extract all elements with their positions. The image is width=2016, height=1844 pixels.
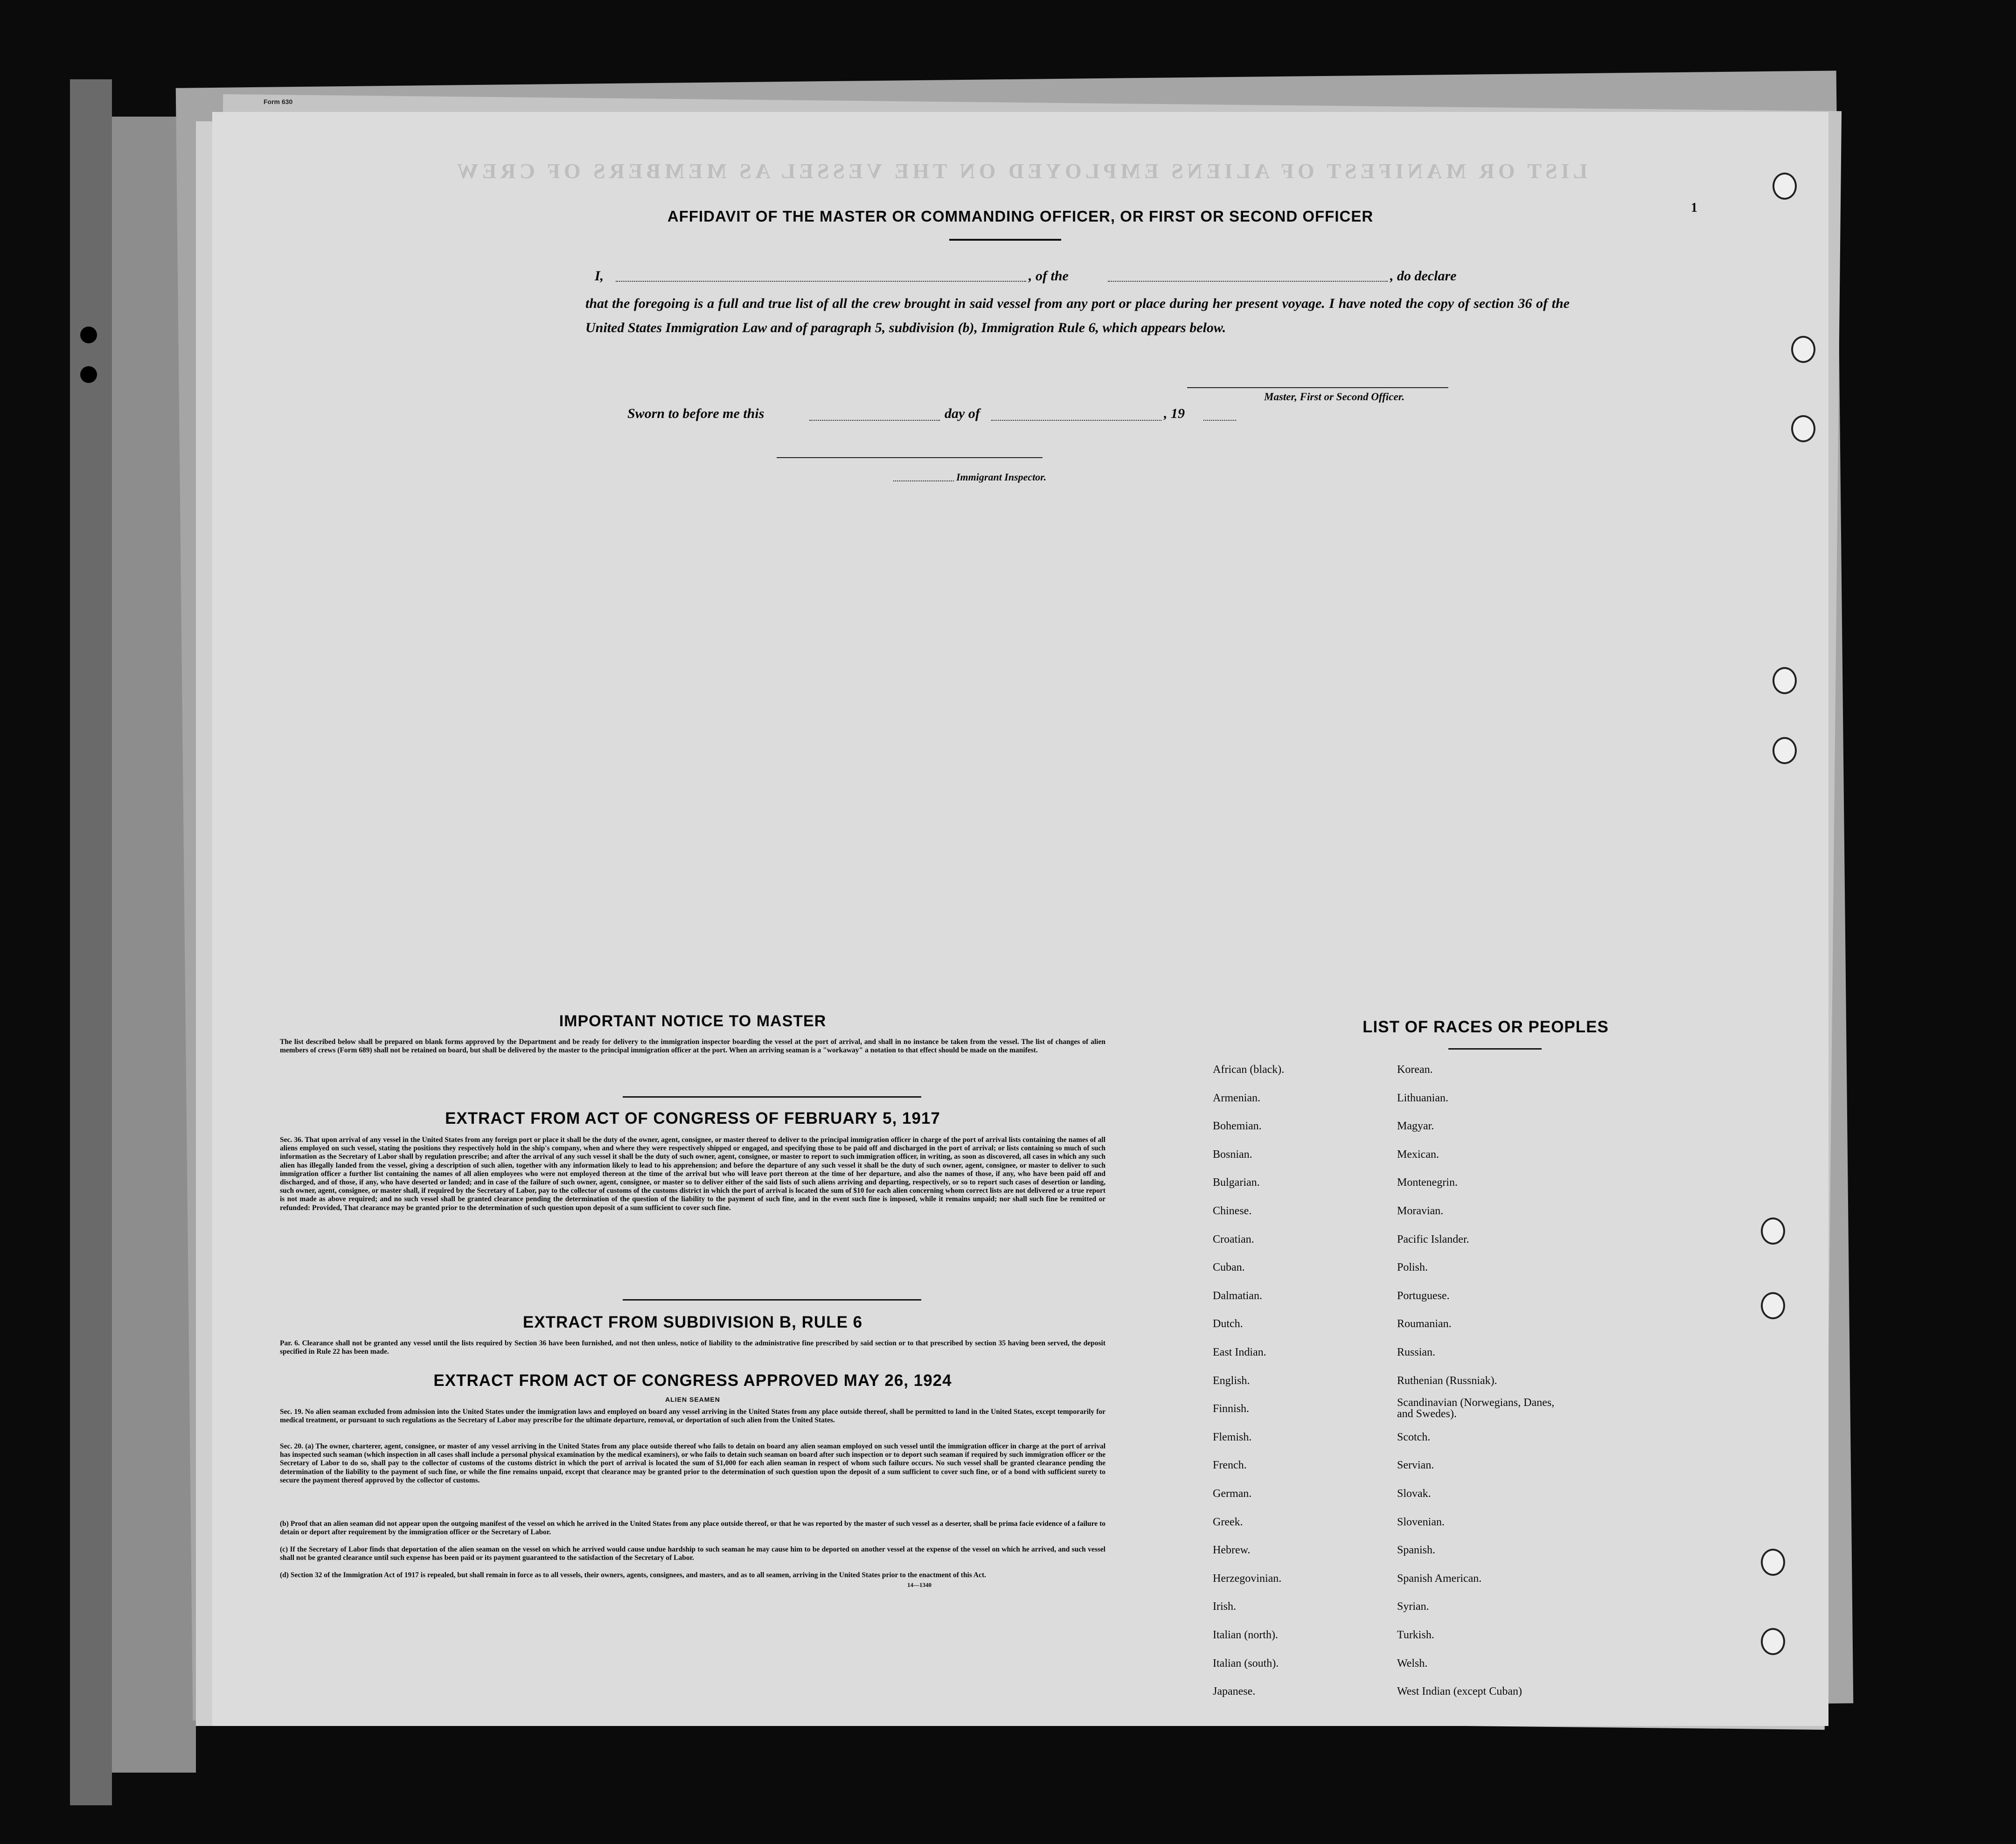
extract3-p2: Sec. 20. (a) The owner, charterer, agent, consignee, or master of any vessel arriving in the United States from any place outside thereof who fails to detain on board any alien seaman employed on such vessel until the immigration officer in charge at the port of arrival has inspected such seaman (which inspection in all cases shall include a personal physical examination by the medical examiners), or who fails to detain such seaman on board after such inspection or to deport such seaman if required by such immigration officer or the Secretary of Labor to do so, shall pay to the collector of customs of the customs district in which the port of arrival is located the sum of $1,000 for each alien seaman in respect of whom such failure occurs. No such vessel shall be granted clearance pending the determination of the liability to the payment of such fine, or while the fine remains unpaid, except that clearance may be granted prior to the determination of such question upon the deposit of a sum sufficient to cover such fine, or of a bond with sufficient surety to secure the payment thereof approved by the collector of customs.: [280, 1442, 1105, 1484]
extract3-p4: (c) If the Secretary of Labor finds that deportation of the alien seaman on the vessel on which he arrived would cause undue hardship to such seaman he may cause him to be deported on another vessel at the expense of the vessel on which he arrived, and such vessel shall not be granted clearance until such expense has been paid or its payment guaranteed to the satisfaction of the Secretary of Labor.: [280, 1545, 1105, 1562]
punch-hole-icon: [1791, 415, 1815, 442]
inspector-dots: [893, 480, 954, 481]
race-item: Irish.: [1213, 1600, 1236, 1613]
race-item: Polish.: [1397, 1261, 1428, 1274]
race-item: Flemish.: [1213, 1431, 1252, 1443]
race-item: Montenegrin.: [1397, 1176, 1458, 1189]
race-item: Greek.: [1213, 1516, 1243, 1528]
page-number: 1: [1691, 201, 1697, 215]
month-blank-line: [991, 420, 1161, 421]
section-rule: [623, 1299, 921, 1301]
extract3-p1: Sec. 19. No alien seaman excluded from admission into the United States under the immigration laws and employed on board any vessel arriving in the United States from any place outside thereof, shall be permitted to land in the United States, except temporarily for medical treatment, or pursuant to such regulations as the Secretary of Labor may prescribe for the ultimate departure, removal, or deportation of such alien from the United States.: [280, 1408, 1105, 1425]
race-item: Cuban.: [1213, 1261, 1245, 1274]
race-item: Scotch.: [1397, 1431, 1431, 1443]
race-item: Bulgarian.: [1213, 1176, 1260, 1189]
race-item: Korean.: [1397, 1064, 1433, 1076]
printer-line: Form 630: [264, 98, 293, 105]
race-item: Turkish.: [1397, 1629, 1434, 1641]
race-item: Herzegovinian.: [1213, 1572, 1282, 1585]
race-item: Dutch.: [1213, 1318, 1243, 1330]
inspector-label: Immigrant Inspector.: [956, 471, 1047, 483]
notice-title: IMPORTANT NOTICE TO MASTER: [559, 1012, 827, 1030]
affidavit-do-declare: , do declare: [1390, 268, 1457, 284]
extract3-title: EXTRACT FROM ACT OF CONGRESS APPROVED MAY 26, 1924: [433, 1371, 952, 1390]
inspector-signature-line: [777, 457, 1043, 458]
punch-hole-icon: [1773, 173, 1797, 200]
affidavit-of-the: , of the: [1029, 268, 1069, 284]
race-item: Bohemian.: [1213, 1120, 1262, 1133]
race-item: Armenian.: [1213, 1092, 1260, 1104]
race-item: Slovenian.: [1397, 1516, 1445, 1528]
affidavit-title: AFFIDAVIT OF THE MASTER OR COMMANDING OFFICER, OR FIRST OR SECOND OFFICER: [667, 208, 1374, 225]
punch-hole-icon: [1773, 737, 1797, 764]
race-item: Moravian.: [1397, 1205, 1444, 1217]
affidavit-body: that the foregoing is a full and true list of all the crew brought in said vessel from any port or place during her present voyage. I have noted the copy of section 36 of the United States Immigration Law and of paragraph 5, subdivision (b), Immigration Rule 6, which appears below.: [585, 296, 1570, 335]
punch-hole-icon: [1761, 1218, 1785, 1245]
sworn-text: Sworn to before me this: [627, 406, 765, 421]
race-item: Syrian.: [1397, 1600, 1429, 1613]
title-rule: [949, 239, 1061, 241]
race-item: Croatian.: [1213, 1233, 1254, 1246]
punch-hole-icon: [1761, 1292, 1785, 1319]
race-item: Pacific Islander.: [1397, 1233, 1469, 1246]
race-item: Slovak.: [1397, 1488, 1431, 1500]
race-item: African (black).: [1213, 1064, 1285, 1076]
day-blank-line: [809, 420, 940, 421]
race-item: English.: [1213, 1374, 1250, 1387]
race-item: Servian.: [1397, 1459, 1434, 1472]
extract3-p5: (d) Section 32 of the Immigration Act of 1917 is repealed, but shall remain in force as to all vessels, their owners, agents, consignees, and masters, and as to all seamen, arriving in the United States prior to the enactment of this Act.: [280, 1571, 987, 1579]
race-item: Finnish.: [1213, 1403, 1250, 1415]
races-rule: [1448, 1048, 1542, 1050]
race-item: Ruthenian (Russniak).: [1397, 1374, 1497, 1387]
form-number: 14—1340: [907, 1581, 932, 1588]
race-item: Spanish American.: [1397, 1572, 1482, 1585]
vessel-blank-line: [1108, 281, 1388, 282]
extract1-title: EXTRACT FROM ACT OF CONGRESS OF FEBRUARY 5, 1917: [445, 1109, 940, 1127]
name-blank-line: [616, 281, 1026, 282]
document-page: [212, 98, 1828, 1726]
binder-hole-icon: [80, 366, 97, 383]
binder-hole-icon: [80, 327, 97, 343]
race-item: French.: [1213, 1459, 1247, 1472]
notice-text: The list described below shall be prepared on blank forms approved by the Department and be ready for delivery to the immigration inspector boarding the vessel at the port of arrival, and shall in no instance be taken from the vessel. The list of changes of alien members of crews (Form 689) shall not be retained on board, but shall be delivered by the master to the principal immigration officer at the port. When an arriving seaman is a "workaway" a notation to that effect should be made on the manifest.: [280, 1038, 1105, 1055]
race-item: German.: [1213, 1488, 1252, 1500]
race-item: Bosnian.: [1213, 1148, 1252, 1161]
section-rule: [623, 1096, 921, 1098]
punch-hole-icon: [1791, 336, 1815, 363]
race-item: Spanish.: [1397, 1544, 1436, 1557]
race-item: Mexican.: [1397, 1148, 1439, 1161]
punch-hole-icon: [1761, 1628, 1785, 1655]
race-item: Welsh.: [1397, 1657, 1428, 1670]
race-item: Scandinavian (Norwegians, Danes, and Swedes).: [1397, 1397, 1555, 1420]
bleed-through-text: LIST OR MANIFEST OF ALIENS EMPLOYED ON THE VESSEL AS MEMBERS OF CREW: [453, 159, 1588, 183]
master-signature-label: Master, First or Second Officer.: [1264, 391, 1405, 403]
day-of-text: day of: [945, 406, 980, 421]
race-item: Chinese.: [1213, 1205, 1252, 1217]
race-item: Portuguese.: [1397, 1289, 1450, 1302]
affidavit-i: I,: [595, 268, 604, 284]
extract2-text: Par. 6. Clearance shall not be granted any vessel until the lists required by Section 36 have been furnished, and not then unless, notice of liability to the administrative fine prescribed by said section or to that prescribed by section 35 having been served, the deposit specified in Rule 22 has been made.: [280, 1339, 1105, 1356]
race-item: Italian (south).: [1213, 1657, 1279, 1670]
extract1-text: Sec. 36. That upon arrival of any vessel in the United States from any foreign port or place it shall be the duty of the owner, agent, consignee, or master thereof to deliver to the principal immigration officer in charge of the port of arrival lists containing the names of all aliens employed on such vessel, stating the positions they respectively hold in the ship's company, when and where they were respectively shipped or engaged, and specifying those to be paid off and discharged in the port of arrival; or lists containing so much of such information as the Secretary of Labor shall by regulation prescribe; and after the arrival of any such vessel it shall be the duty of such owner, agent, consignee, or master to report to such immigration officer, in writing, as soon as discovered, all cases in which any such alien has illegally landed from the vessel, giving a description of such alien, together with any information likely to lead to his apprehension; and before the departure of any such vessel it shall be the duty of such owner, agent, consignee, or master to deliver to such immigration officer a further list containing the names of all alien employees who were not employed thereon at the time of the arrival but who will leave port thereon at the time of her departure, and also the names of those, if any, who have been paid off and discharged, and of those, if any, who have deserted or landed; and in case of the failure of such owner, agent, consignee, or master so to deliver either of the said lists of such aliens arriving and departing, respectively, or so to report such cases of desertion or landing, such owner, agent, consignee, or master shall, if required by the Secretary of Labor, pay to the collector of customs of the customs district in which the port of arrival is located the sum of $10 for each alien concerning whom correct lists are not delivered or a true report is not made as above required; and no such vessel shall be granted clearance pending the determination of the question of the liability to the payment of such fine, and in the event such fine is imposed, while it remains unpaid; nor shall such fine be remitted or refunded: Provided, That clearance may be granted prior to the determination of such question upon deposit of a sum sufficient to cover such fine.: [280, 1136, 1105, 1212]
punch-hole-icon: [1773, 667, 1797, 694]
punch-hole-icon: [1761, 1549, 1785, 1576]
extract3-p3: (b) Proof that an alien seaman did not appear upon the outgoing manifest of the vessel on which he arrived in the United States from any place outside thereof, or that he was reported by the master of such vessel as a deserter, shall be prima facie evidence of a failure to detain or deport after requirement by the immigration officer or the Secretary of Labor.: [280, 1520, 1105, 1537]
race-item: Magyar.: [1397, 1120, 1434, 1133]
extract2-title: EXTRACT FROM SUBDIVISION B, RULE 6: [522, 1313, 863, 1331]
races-title: LIST OF RACES OR PEOPLES: [1363, 1018, 1609, 1036]
year-text: , 19: [1164, 406, 1185, 421]
race-item: Japanese.: [1213, 1685, 1256, 1698]
race-item: East Indian.: [1213, 1346, 1266, 1358]
race-item: West Indian (except Cuban): [1397, 1685, 1522, 1698]
race-item: Roumanian.: [1397, 1318, 1452, 1330]
race-item: Lithuanian.: [1397, 1092, 1448, 1104]
extract3-subtitle: ALIEN SEAMEN: [665, 1396, 720, 1403]
race-item: Hebrew.: [1213, 1544, 1251, 1557]
year-blank-line: [1203, 420, 1236, 421]
race-item: Russian.: [1397, 1346, 1436, 1358]
master-signature-line: [1187, 387, 1448, 388]
race-item: Dalmatian.: [1213, 1289, 1262, 1302]
race-item: Italian (north).: [1213, 1629, 1278, 1641]
